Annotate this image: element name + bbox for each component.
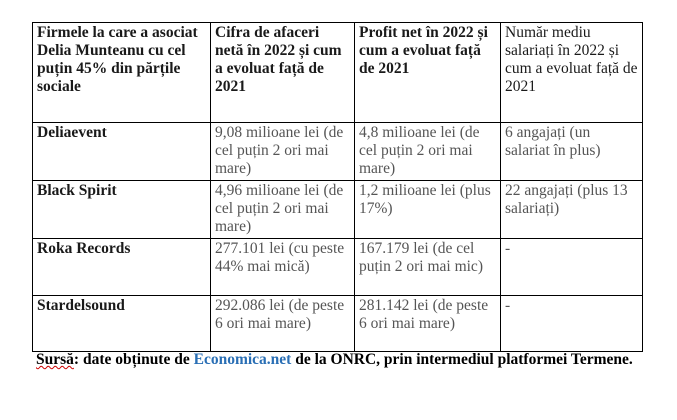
source-note	[36, 351, 633, 369]
table-row	[33, 123, 643, 181]
company-name: Black Spirit	[33, 181, 211, 239]
turnover-cell: 277.101 lei (cu peste 44% mai mică)	[211, 239, 355, 296]
profit-cell: 167.179 lei (de cel puțin 2 ori mai mic)	[355, 239, 501, 296]
company-name: Deliaevent	[33, 123, 211, 181]
employees-cell: -	[501, 296, 643, 352]
header-net-profit: Profit net în 2022 și cum a evoluat față de 2021	[355, 23, 501, 123]
company-name: Stardelsound	[33, 296, 211, 352]
source-text-before: : date obținute de	[73, 351, 194, 368]
companies-table	[32, 22, 643, 352]
turnover-cell: 9,08 milioane lei (de cel puțin 2 ori mai mare)	[211, 123, 355, 181]
table-header-row	[33, 23, 643, 123]
table-row	[33, 181, 643, 239]
header-employees: Număr mediu salariați în 2022 și cum a evoluat față de 2021	[501, 23, 643, 123]
table-row	[33, 296, 643, 352]
table-row	[33, 239, 643, 296]
company-name: Roka Records	[33, 239, 211, 296]
companies-table-container	[32, 22, 643, 352]
profit-cell: 4,8 milioane lei (de cel puțin 2 ori mai mare)	[355, 123, 501, 181]
source-text-after: de la ONRC, prin intermediul platformei Termene.	[291, 351, 633, 368]
header-turnover: Cifra de afaceri netă în 2022 și cum a evoluat față de 2021	[211, 23, 355, 123]
source-prefix: Sursă	[36, 351, 74, 368]
employees-cell: 6 angajați (un salariat în plus)	[501, 123, 643, 181]
header-companies: Firmele la care a asociat Delia Munteanu cu cel puțin 45% din părțile sociale	[33, 23, 211, 123]
turnover-cell: 4,96 milioane lei (de cel puțin 2 ori mai mare)	[211, 181, 355, 239]
turnover-cell: 292.086 lei (de peste 6 ori mai mare)	[211, 296, 355, 352]
source-link[interactable]: Economica.net	[193, 351, 292, 368]
profit-cell: 1,2 milioane lei (plus 17%)	[355, 181, 501, 239]
employees-cell: -	[501, 239, 643, 296]
employees-cell: 22 angajați (plus 13 salariați)	[501, 181, 643, 239]
profit-cell: 281.142 lei (de peste 6 ori mai mare)	[355, 296, 501, 352]
